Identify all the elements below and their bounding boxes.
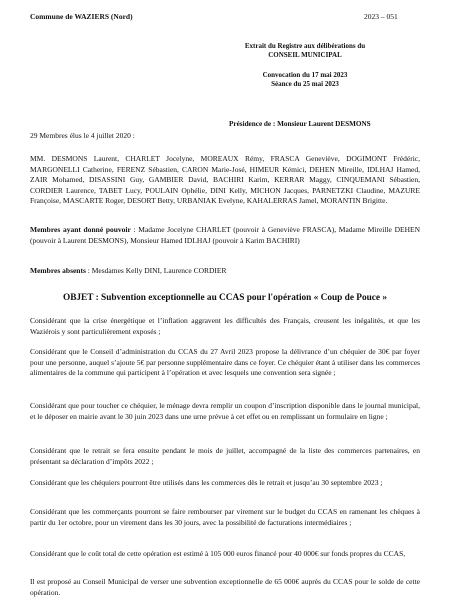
members-list: MM. DESMONS Laurent, CHARLET Jocelyne, MOREAUX Rémy, FRASCA Geneviève, DOGIMONT Frédéric, MARGONELLI Catherine, FERENZ Sébastien, CARON Marie-José, HIMEUR Kémici, DEHEN Mireille, IDLHAJ Hamed, ZAIR Mohamed, DISASSINI Guy, GAMBIER David, BACHIRI Karim, KERRAR Maggy, CINQUEMANI Sébastien, CORDIER Laurence, TABET Lucy, POULAIN Ophélie, DINI Kelly, MICHON Jacques, PARNETZKI Claudine, MAZURE Françoise, MASCARTE Roger, DESORT Betty, URBANIAK Evelyne, KAHALERRAS Jamel, MORANTIN Brigitte. [30, 154, 420, 206]
considerant-1: Considérant que la crise énergétique et l’inflation aggravent les difficultés des Français, creusent les inégalités, et que les Waziérois y sont particulièrement exposés ; [30, 316, 420, 336]
considerant-4: Considérant que le retrait se fera ensuite pendant le mois de juillet, accompagné de la liste des commerces partenaires, en présentant sa déclaration d’impôts 2022 ; [30, 446, 420, 466]
proxy-text: : Madame Jocelyne CHARLET (pouvoir à Geneviève FRASCA), Madame Mireille DEHEN (pouvoir à Laurent DESMONS), Monsieur Hamed IDLHAJ (pouvoir à Karim BACHIRI) [30, 225, 420, 245]
objet-title: OBJET : Subvention exceptionnelle au CCAS pour l'opération « Coup de Pouce » [62, 293, 388, 303]
seance-date: Séance du 25 mai 2023 [271, 80, 339, 88]
deliberation-number: 2023 – 051 [364, 12, 398, 21]
presidence: Présidence de : Monsieur Laurent DESMONS [229, 120, 371, 128]
convocation-date: Convocation du 17 mai 2023 [262, 71, 348, 79]
considerant-2: Considérant que le Conseil d’administration du CCAS du 27 Avril 2023 propose la délivrance d’un chéquier de 30€ par foyer pour une personne, auquel s’ajoute 5€ par personne supplémentaire dans ce foyer. Ce chéquier étant à utiliser dans les commerces alimentaires de la commune qui participent à l’opération et avec lesquels une convention sera signée ; [30, 347, 420, 378]
considerant-6: Considérant que les commerçants pourront se faire rembourser par virement sur le budget du CCAS en ramenant les chèques à partir du 1er octobre, pour un virement dans les 30 jours, avec la possibilité de facturations intermédiaires ; [30, 507, 420, 527]
absent-members [30, 266, 420, 277]
commune-header: Commune de WAZIERS (Nord) [30, 12, 133, 21]
considerant-3: Considérant que pour toucher ce chéquier, le ménage devra remplir un coupon d’inscription disponible dans le journal municipal, et le déposer en mairie avant le 30 juin 2023 dans une urne prévue à cet effet ou en remplissant un formulaire en ligne ; [30, 401, 420, 421]
considerant-7: Considérant que le coût total de cette opération est estimé à 105 000 euros financé pour 40 000€ sur fonds propres du CCAS, [30, 549, 406, 558]
proxy-members [30, 225, 420, 246]
extract-line-1: Extrait du Registre aux délibérations du [244, 42, 366, 50]
proposal-paragraph: Il est proposé au Conseil Municipal de verser une subvention exceptionnelle de 65 000€ auprès du CCAS pour le solde de cette opération. [30, 577, 420, 597]
proxy-label: Membres ayant donné pouvoir [30, 225, 131, 234]
absent-text: : Mesdames Kelly DINI, Laurence CORDIER [85, 266, 227, 275]
absent-label: Membres absents [30, 266, 86, 275]
considerant-5: Considérant que les chéquiers pourront être utilisés dans les commerces dès le retrait et jusqu’au 30 septembre 2023 ; [30, 478, 383, 487]
extract-line-2: CONSEIL MUNICIPAL [268, 51, 342, 59]
elected-members-intro: 29 Membres élus le 4 juillet 2020 : [30, 131, 135, 140]
